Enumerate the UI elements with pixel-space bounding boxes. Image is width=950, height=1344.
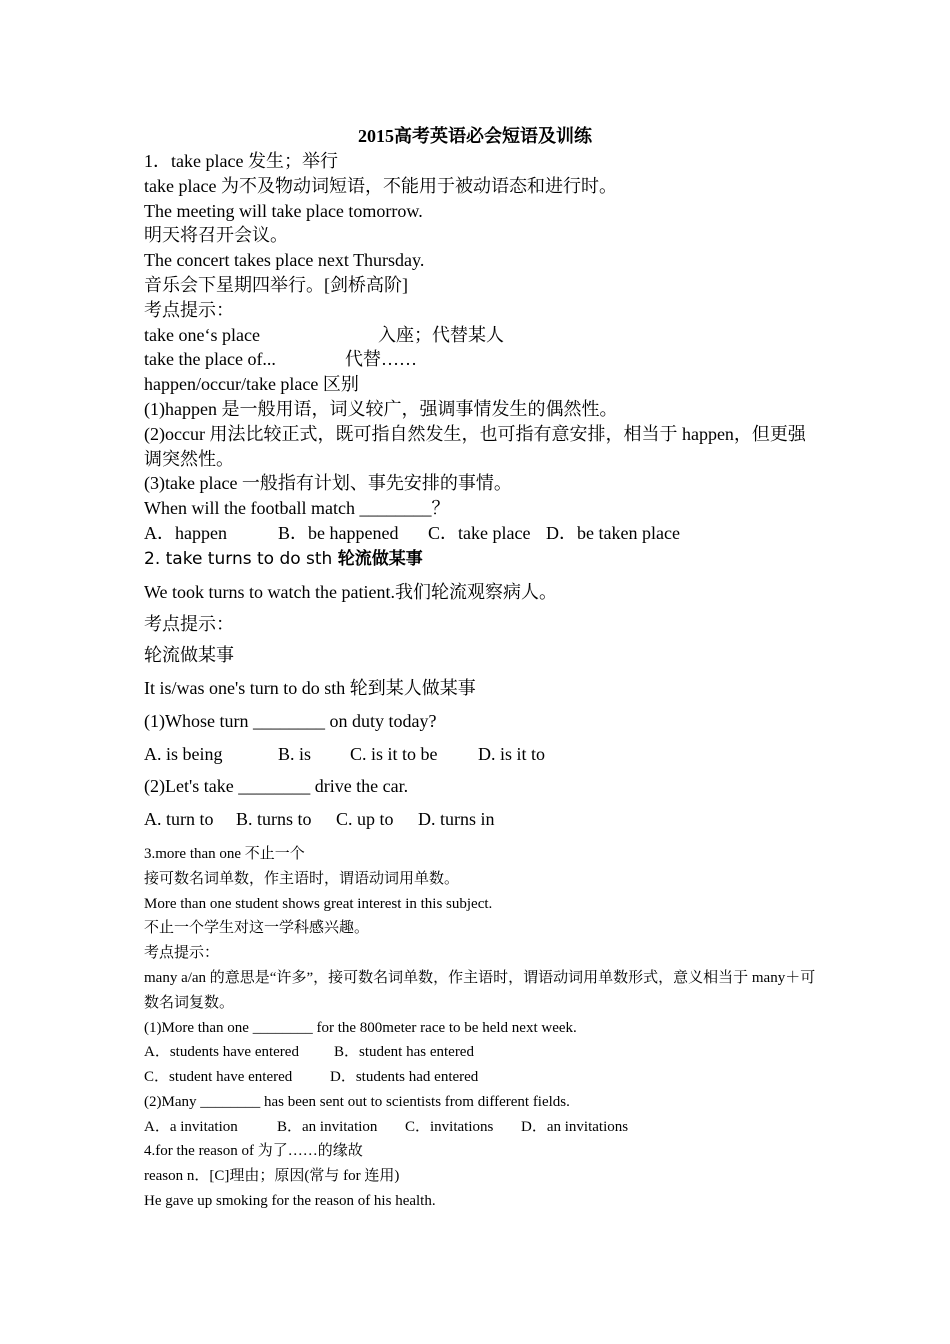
s4-line-1: reason n．[C]理由；原因(常与 for 连用)	[144, 1168, 400, 1185]
s3-line-2: More than one student shows great interest in this subject.	[144, 895, 493, 912]
option-d: D．students had entered	[330, 1069, 479, 1086]
option-d: D．be taken place	[546, 522, 680, 543]
s1-tip-label: 考点提示：	[144, 299, 234, 320]
section-3-heading: 3.more than one 不止一个	[144, 845, 305, 862]
s1-question: When will the football match ________？	[144, 498, 450, 519]
s3-line-1: 接可数名词单数，作主语时，谓语动词用单数。	[144, 870, 460, 887]
document-body	[144, 149, 816, 1214]
option-b: B. is	[278, 743, 312, 764]
section-4-heading: 4.for the reason of 为了……的缘故	[144, 1143, 363, 1160]
s2-question-1: (1)Whose turn ________ on duty today?	[144, 710, 437, 731]
s2-question-2: (2)Let's take ________ drive the car.	[144, 776, 409, 797]
option-b: B．student has entered	[334, 1044, 474, 1061]
s3-q2-options	[144, 1115, 816, 1140]
s3-note: many a/an 的意思是“许多”，接可数名词单数，作主语时，谓语动词用单数形式，意义相当于 many＋可数名词复数。	[144, 969, 816, 1011]
s2-example: We took turns to watch the patient.我们轮流观察病人。	[144, 581, 557, 602]
option-d: D．an invitations	[521, 1118, 629, 1135]
s3-line-3: 不止一个学生对这一学科感兴趣。	[144, 920, 370, 937]
option-a: A．happen	[144, 522, 227, 543]
section-1-heading: 1．take place 发生；举行	[144, 151, 338, 171]
phrase-term: take one‘s place	[144, 324, 260, 345]
s2-tip-label: 考点提示：	[144, 614, 234, 635]
turn-en: It is/was one's turn to do sth	[144, 677, 350, 698]
s3-q1-options-row-2	[144, 1065, 816, 1090]
page-title: 2015高考英语必会短语及训练	[358, 126, 592, 146]
diff-point-1: (1)happen 是一般用语，词义较广，强调事情发生的偶然性。	[144, 398, 618, 419]
option-a: A．a invitation	[144, 1118, 238, 1135]
s1-line-3: 明天将召开会议。	[144, 225, 288, 246]
diff-point-3: (3)take place 一般指有计划、事先安排的事情。	[144, 473, 512, 494]
section-2-heading	[144, 546, 816, 572]
option-a: A. is being	[144, 743, 223, 764]
option-a: A. turn to	[144, 809, 214, 830]
s3-question-1: (1)More than one ________ for the 800meter race to be held next week.	[144, 1019, 577, 1036]
section-2-heading-en: 2. take turns to do sth	[144, 548, 338, 569]
s1-line-5: 音乐会下星期四举行。[剑桥高阶]	[144, 274, 408, 295]
phrase-meaning: 入座；代替某人	[378, 324, 504, 345]
turn-zh: 轮到某人做某事	[349, 677, 476, 698]
section-2-heading-zh: 轮流做某事	[337, 548, 423, 569]
option-c: C．take place	[428, 522, 531, 543]
option-c: C．invitations	[405, 1118, 494, 1135]
option-d: D. is it to	[478, 743, 546, 764]
phrase-meaning: 代替……	[345, 349, 417, 370]
phrase-pair-1	[144, 323, 816, 348]
s3-tip-label: 考点提示：	[144, 945, 220, 962]
s4-line-2: He gave up smoking for the reason of his health.	[144, 1193, 436, 1210]
s1-line-1: take place 为不及物动词短语，不能用于被动语态和进行时。	[144, 175, 617, 196]
option-a: A．students have entered	[144, 1044, 299, 1061]
s2-tip-zh: 轮流做某事	[144, 645, 234, 666]
option-b: B. turns to	[236, 809, 312, 830]
option-d: D. turns in	[418, 809, 495, 830]
s3-q1-options-row-1	[144, 1040, 816, 1065]
diff-heading: happen/occur/take place 区别	[144, 374, 359, 395]
option-b: B．an invitation	[277, 1118, 378, 1135]
option-c: C. is it to be	[350, 743, 438, 764]
s2-q2-options	[144, 807, 816, 832]
s3-question-2: (2)Many ________ has been sent out to scientists from different fields.	[144, 1093, 570, 1110]
s2-q1-options	[144, 742, 816, 767]
option-c: C. up to	[336, 809, 394, 830]
s1-options	[144, 521, 816, 546]
option-c: C．student have entered	[144, 1069, 293, 1086]
option-b: B．be happened	[278, 522, 399, 543]
s1-line-2: The meeting will take place tomorrow.	[144, 200, 423, 221]
phrase-pair-2	[144, 347, 816, 372]
s2-turn-line	[144, 676, 816, 701]
phrase-term: take the place of...	[144, 349, 276, 370]
s1-line-4: The concert takes place next Thursday.	[144, 250, 425, 271]
diff-point-2: (2)occur 用法比较正式，既可指自然发生，也可指有意安排，相当于 happen，但更强调突然性。	[144, 423, 806, 469]
